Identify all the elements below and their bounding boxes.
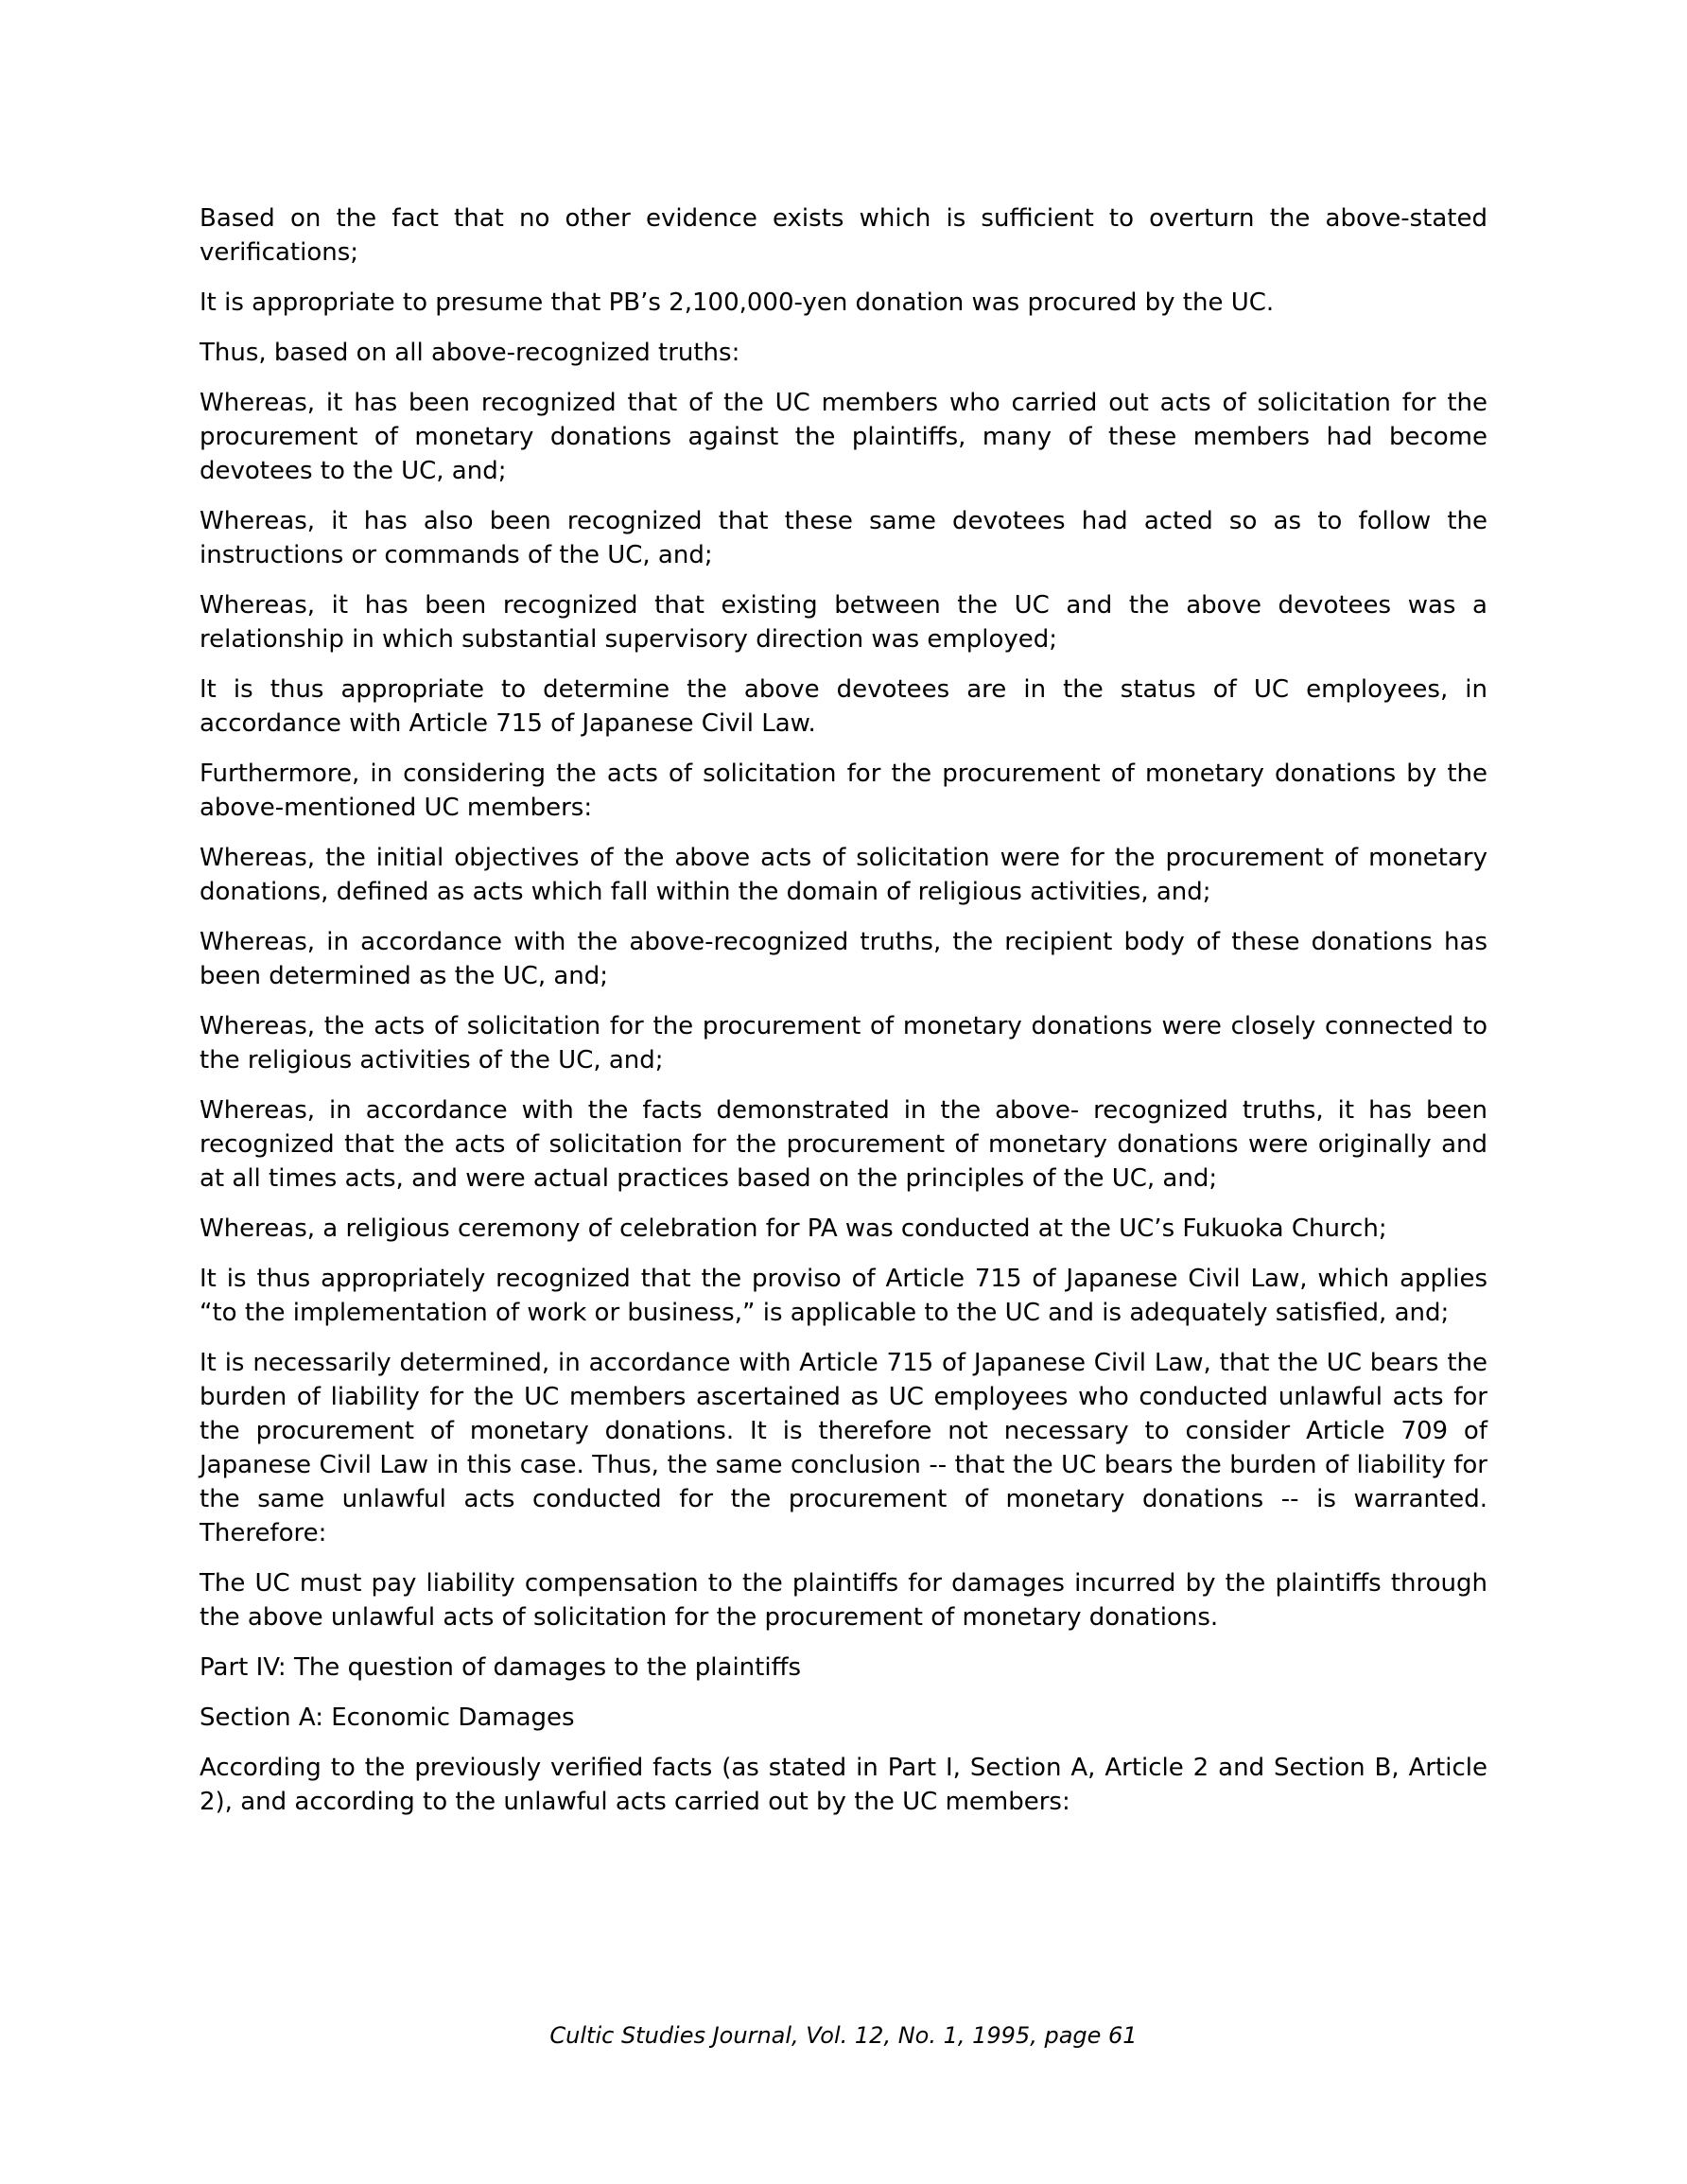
- paragraph-16: The UC must pay liability compensation to the plaintiffs for damages incurred by the plaintiffs through the above unlawful acts of solicitation for the procurement of monetary donations.: [200, 1569, 1487, 1632]
- paragraph-14: It is thus appropriately recognized that the proviso of Article 715 of Japanese Civil Law, which applies “to the implementation of work or business,” is applicable to the UC and is adequately satisfied, and;: [200, 1265, 1487, 1327]
- paragraph-17: According to the previously verified facts (as stated in Part I, Section A, Article 2 and Section B, Article 2), and according to the unlawful acts carried out by the UC members:: [200, 1754, 1487, 1816]
- journal-citation: Cultic Studies Journal, Vol. 12, No. 1, 1995, page 61: [549, 2022, 1138, 2049]
- page-footer: [0, 2021, 1687, 2050]
- heading-section-a-economic-damages: Section A: Economic Damages: [200, 1704, 575, 1732]
- paragraph-02: It is appropriate to presume that PB’s 2,100,000-yen donation was procured by the UC.: [200, 288, 1275, 317]
- paragraph-01: Based on the fact that no other evidence exists which is sufficient to overturn the above-stated verifications;: [200, 204, 1487, 267]
- paragraph-15: It is necessarily determined, in accordance with Article 715 of Japanese Civil Law, that the UC bears the burden of liability for the UC members ascertained as UC employees who conducted unlawful acts for the procurement of monetary donations. It is therefore not necessary to consider Article 709 of Japanese Civil Law in this case. Thus, the same conclusion -- that the UC bears the burden of liability for the same unlawful acts conducted for the procurement of monetary donations -- is warranted. Therefore:: [200, 1349, 1487, 1547]
- heading-part-iv: Part IV: The question of damages to the plaintiffs: [200, 1653, 802, 1682]
- paragraph-06: Whereas, it has been recognized that existing between the UC and the above devotees was a relationship in which substantial supervisory direction was employed;: [200, 591, 1487, 654]
- paragraph-05: Whereas, it has also been recognized that these same devotees had acted so as to follow the instructions or commands of the UC, and;: [200, 507, 1487, 569]
- paragraph-07: It is thus appropriate to determine the above devotees are in the status of UC employees, in accordance with Article 715 of Japanese Civil Law.: [200, 675, 1487, 738]
- paragraph-11: Whereas, the acts of solicitation for the procurement of monetary donations were closely connected to the religious activities of the UC, and;: [200, 1012, 1487, 1075]
- paragraph-09: Whereas, the initial objectives of the above acts of solicitation were for the procurement of monetary donations, defined as acts which fall within the domain of religious activities, and;: [200, 844, 1487, 906]
- paragraph-10: Whereas, in accordance with the above-recognized truths, the recipient body of these donations has been determined as the UC, and;: [200, 928, 1487, 990]
- paragraph-12: Whereas, in accordance with the facts demonstrated in the above- recognized truths, it has been recognized that the acts of solicitation for the procurement of monetary donations were originally and at all times acts, and were actual practices based on the principles of the UC, and;: [200, 1096, 1487, 1193]
- paragraph-03: Thus, based on all above-recognized truths:: [200, 339, 740, 367]
- document-body: [200, 201, 1487, 1835]
- paragraph-13: Whereas, a religious ceremony of celebration for PA was conducted at the UC’s Fukuoka Church;: [200, 1214, 1387, 1243]
- paragraph-04: Whereas, it has been recognized that of the UC members who carried out acts of solicitation for the procurement of monetary donations against the plaintiffs, many of these members had become devotees to the UC, and;: [200, 389, 1487, 485]
- paragraph-08: Furthermore, in considering the acts of solicitation for the procurement of monetary donations by the above-mentioned UC members:: [200, 760, 1487, 822]
